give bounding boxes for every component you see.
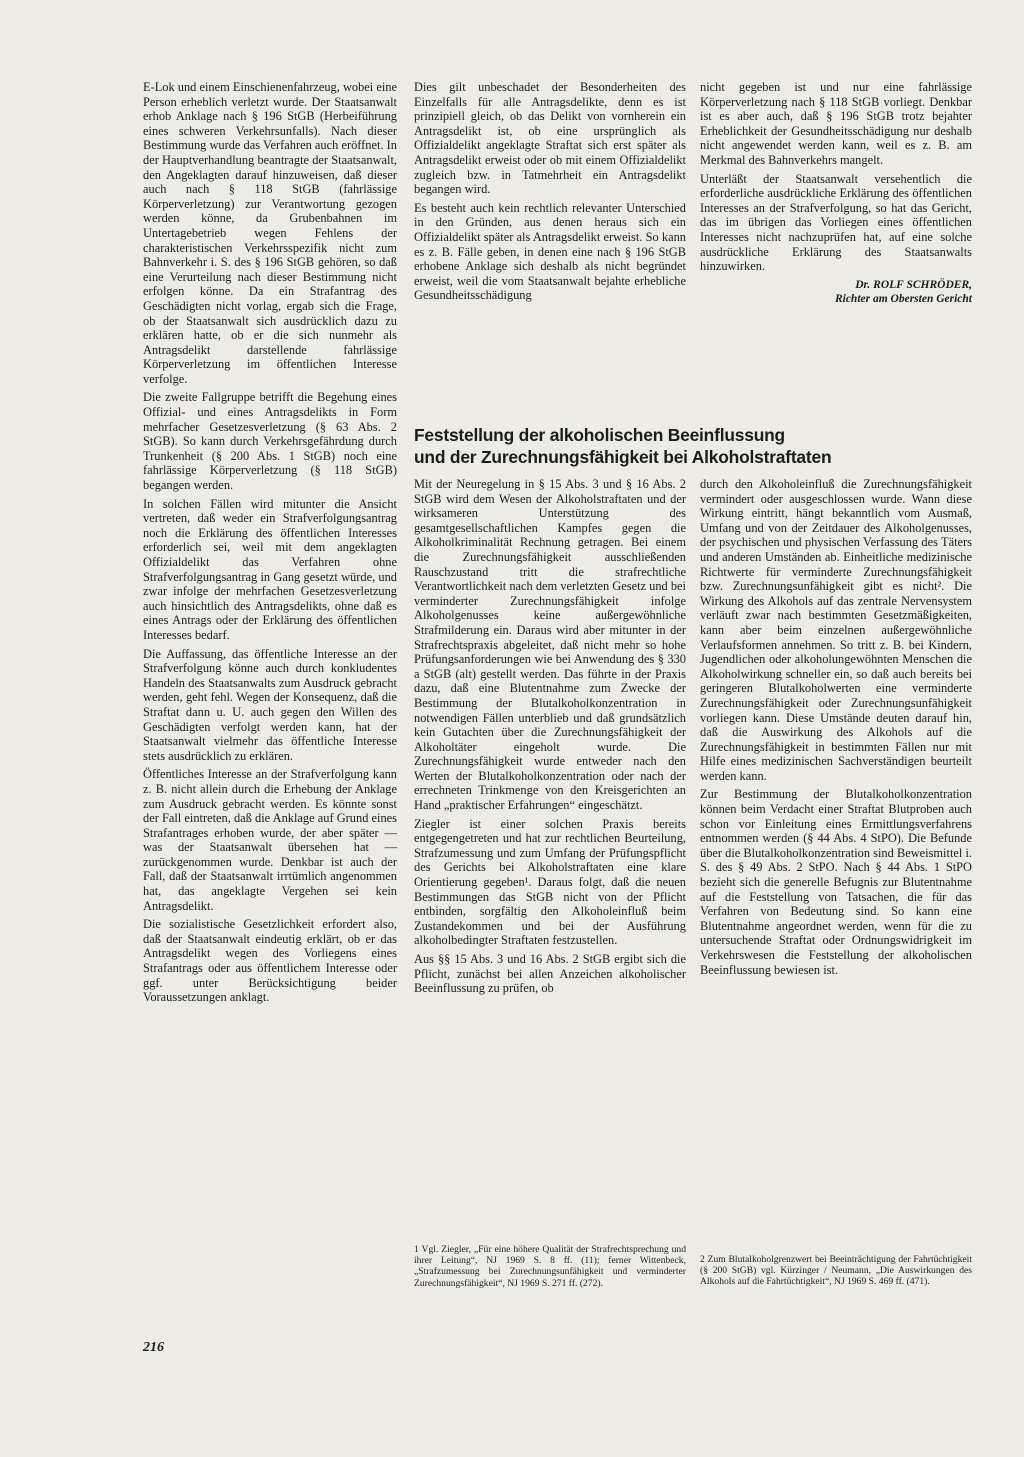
column-4 — [414, 477, 686, 1000]
paragraph: Die sozialistische Gesetzlichkeit erfordert also, daß der Staatsanwalt eindeutig erklärt, ob er das Antragsdelikt wegen des Vorliegens eines Strafantrags oder aus öffentlichem Interesse oder ggf. unter Berücksichtigung beider Voraussetzungen anklagt. — [143, 917, 397, 1005]
author-title: Richter am Obersten Gericht — [834, 292, 972, 305]
paragraph: nicht gegeben ist und nur eine fahrlässige Körperverletzung nach § 118 StGB vorliegt. Denkbar ist es aber auch, daß § 196 StGB trotz bejahter Erheblichkeit der Gesundheitsschädigung nur deshalb nicht angewendet werden kann, weil es z. B. am Merkmal des Bahnverkehrs mangelt. — [700, 80, 972, 167]
paragraph: E-Lok und einem Einschienenfahrzeug, wobei eine Person erheblich verletzt wurde. Der Staatsanwalt erhob Anklage nach § 196 StGB (Herbeiführung eines schweren Verkehrsunfalls). Nach dieser Bestimmung wurde das Verfahren auch eröffnet. In der Hauptverhandlung beantragte der Staatsanwalt, den Angeklagten darauf hinzuweisen, daß dieser auch nach § 118 StGB (fahrlässige Körperverletzung) zur Verantwortung gezogen werden könne, da Grubenbahnen im Untertagebetrieb wegen Fehlens der charakteristischen Verkehrsspezifik nicht zum Bahnverkehr i. S. des § 196 StGB gehören, so daß eine Verurteilung nach dieser Bestimmung nicht erfolgen könne. Da ein Strafantrag des Geschädigten nicht vorlag, ergab sich die Frage, ob der Staatsanwalt sich ausdrücklich dazu zu erklären hatte, ob er die sich nunmehr als Antragsdelikt darstellende fahrlässige Körperverletzung im öffentlichen Interesse verfolge. — [143, 80, 397, 386]
column-5 — [700, 477, 972, 981]
paragraph: durch den Alkoholeinfluß die Zurechnungsfähigkeit vermindert oder ausgeschlossen wurde. Wann diese Wirkung eintritt, hängt bekanntlich vom Ausmaß, Umfang und von der Zeitdauer des Alkoholgenusses, der psychischen und physischen Verfassung des Täters und anderen Umständen ab. Einheitliche medizinische Richtwerte für verminderte Zurechnungsfähigkeit bzw. Zurechnungsunfähigkeit gibt es nicht². Die Wirkung des Alkohols auf das zentrale Nervensystem verläuft zwar nach bestimmten Gesetzmäßigkeiten, kann aber beim einzelnen außergewöhnliche Verlaufsformen annehmen. So tritt z. B. bei Kindern, Jugendlichen oder alkoholungewöhnten Menschen die Alkoholwirkung schneller ein, so daß auch bereits bei geringeren Blutalkoholwerten eine verminderte Zurechnungsfähigkeit oder Zurechnungsunfähigkeit vorliegen kann. Diese Umstände deuten darauf hin, daß die Auswirkung des Alkohols auf die Zurechnungsfähigkeit in bestimmten Fällen nur mit Hilfe eines medizinischen Sachverständigen beurteilt werden kann. — [700, 477, 972, 783]
column-1 — [143, 80, 397, 1009]
page-number: 216 — [143, 1340, 164, 1355]
footnote-2: 2 Zum Blutalkoholgrenzwert bei Beeinträchtigung der Fahrtüchtigkeit (§ 200 StGB) vgl. Kürzinger / Neumann, „Die Auswirkungen des Alkohols auf die Fahrtüchtigkeit“, NJ 1969 S. 469 ff. (471). — [700, 1254, 972, 1288]
paragraph: Mit der Neuregelung in § 15 Abs. 3 und § 16 Abs. 2 StGB wird dem Wesen der Alkoholstraftaten und der wirksameren Unterstützung des gesamtgesellschaftlichen Kampfes gegen die Alkoholkriminalität Rechnung getragen. Bei einem die Zurechnungsfähigkeit ausschließenden Rauschzustand tritt die strafrechtliche Verantwortlichkeit nach dem verletzten Gesetz und bei verminderter Zurechnungsfähigkeit infolge Alkoholgenusses keine außergewöhnliche Strafmilderung ein. Daraus wird aber mitunter in der Strafrechtspraxis abgeleitet, daß nicht mehr so hohe Prüfungsanforderungen wie bei Anwendung des § 330 a StGB (alt) gestellt werden. Das führte in der Praxis dazu, daß eine Blutentnahme zum Zwecke der Bestimmung der Blutalkoholkonzentration in notwendigen Fällen unterblieb und daß grundsätzlich kein Gutachten über die Zurechnungsfähigkeit der Alkoholtäter eingeholt wurde. Die Zurechnungsfähigkeit wurde entweder nach den Werten der Blutalkoholkonzentration oder nach der errechneten Trinkmenge von den Kreisgerichten an Hand „praktischer Erfahrungen“ eingeschätzt. — [414, 477, 686, 813]
paragraph: Die zweite Fallgruppe betrifft die Begehung eines Offizial- und eines Antragsdelikts in Form mehrfacher Gesetzesverletzung (§ 63 Abs. 2 StGB). So kann durch Verkehrsgefährdung durch Trunkenheit (§ 200 Abs. 1 StGB) noch eine fahrlässige Körperverletzung (§ 118 StGB) begangen werden. — [143, 390, 397, 493]
paragraph: Zur Bestimmung der Blutalkoholkonzentration können beim Verdacht einer Straftat Blutproben auch schon vor Einleitung eines Ermittlungsverfahrens entnommen werden (§ 44 Abs. 4 StPO). Die Befunde über die Blutalkoholkonzentration sind Beweismittel i. S. des § 49 Abs. 2 StPO. Nach § 44 Abs. 1 StPO bezieht sich die generelle Befugnis zur Blutentnahme auf die Feststellung von Tatsachen, die für das Verfahren von Bedeutung sind. So kann eine Blutentnahme angeordnet werden, wenn für die zu untersuchende Straftat oder Ordnungswidrigkeit im Verkehrswesen die Feststellung der alkoholischen Beeinflussung bewiesen ist. — [700, 787, 972, 977]
paragraph: Unterläßt der Staatsanwalt versehentlich die erforderliche ausdrückliche Erklärung des öffentlichen Interesses an der Strafverfolgung, so hat das Gericht, das im übrigen das Vorliegen eines öffentlichen Interesses nicht nachzuprüfen hat, auf eine solche ausdrückliche Erklärung des Staatsanwalts hinzuwirken. — [700, 171, 972, 274]
author-signature — [700, 278, 972, 306]
paragraph: Aus §§ 15 Abs. 3 und 16 Abs. 2 StGB ergibt sich die Pflicht, zunächst bei allen Anzeichen alkoholischer Beeinflussung zu prüfen, ob — [414, 952, 686, 996]
section-heading — [414, 424, 974, 468]
paragraph: Die Auffassung, das öffentliche Interesse an der Strafverfolgung könne auch durch konkludentes Handeln des Staatsanwalts zum Ausdruck gebracht werden, geht fehl. Wegen der Konsequenz, daß die Straftat dann u. U. auch gegen den Willen des Geschädigten verfolgt werden kann, hat der Staatsanwalt vielmehr das öffentliche Interesse stets ausdrücklich zu erklären. — [143, 646, 397, 763]
paragraph: Öffentliches Interesse an der Strafverfolgung kann z. B. nicht allein durch die Erhebung der Anklage zum Ausdruck gebracht werden. Es könnte sonst der Fall eintreten, daß die Anklage auf Grund eines Strafantrages erhoben wurde, der aber später — was der Staatsanwalt übersehen hat — zurückgenommen wurde. Denkbar ist auch der Fall, daß der Staatsanwalt irrtümlich angenommen hat, das angeklagte Vergehen sei kein Antragsdelikt. — [143, 767, 397, 913]
column-2 — [414, 80, 686, 307]
paragraph: Dies gilt unbeschadet der Besonderheiten des Einzelfalls für alle Antragsdelikte, denn es ist prinzipiell gleich, ob das Delikt von vornherein ein Antragsdelikt ist, ob eine ursprünglich als Offizialdelikt angeklagte Straftat sich erst später als Antragsdelikt erweist oder ob mit einem Offizialdelikt zugleich bzw. in Tatmehrheit ein Antragsdelikt begangen wird. — [414, 80, 686, 197]
section-heading-line-2: und der Zurechnungsfähigkeit bei Alkoholstraftaten — [414, 447, 832, 467]
author-name: Dr. ROLF SCHRÖDER, — [855, 278, 972, 291]
section-heading-line-1: Feststellung der alkoholischen Beeinflussung — [414, 425, 785, 445]
footnote-1: 1 Vgl. Ziegler, „Für eine höhere Qualität der Strafrechtsprechung und ihrer Leitung“, NJ 1969 S. 8 ff. (11); ferner Wittenbeck, „Strafzumessung bei Zurechnungsunfähigkeit und verminderter Zurechnungsfähigkeit“, NJ 1969 S. 271 ff. (272). — [414, 1244, 686, 1289]
paragraph: In solchen Fällen wird mitunter die Ansicht vertreten, daß weder ein Strafverfolgungsantrag noch die Erklärung des öffentlichen Interesses erforderlich sei, weil mit dem angeklagten Offizialdelikt das Verfahren ohne Strafverfolgungsantrag in Gang gesetzt würde, und zwar infolge der mehrfachen Gesetzesverletzung auch hinsichtlich des Antragsdelikts, ohne daß es eines Antrags oder der Erklärung des öffentlichen Interesses bedarf. — [143, 496, 397, 642]
paragraph: Es besteht auch kein rechtlich relevanter Unterschied in den Gründen, aus denen heraus sich ein Offizialdelikt später als Antragsdelikt erweist. So kann es z. B. Fälle geben, in denen eine nach § 196 StGB erhobene Anklage sich deshalb als nicht begründet erweist, weil die vom Staatsanwalt bejahte erhebliche Gesundheitsschädigung — [414, 200, 686, 303]
paragraph: Ziegler ist einer solchen Praxis bereits entgegengetreten und hat zur rechtlichen Beurteilung, Strafzumessung und zum Umfang der Prüfungspflicht des Gerichts bei Alkoholstraftaten eine klare Orientierung gegeben¹. Daraus folgt, daß die neuen Bestimmungen das StGB nicht von der Pflicht entbinden, sorgfältig den Alkoholeinfluß beim Zustandekommen und bei der Ausführung alkoholbedingter Straftaten festzustellen. — [414, 816, 686, 948]
column-3 — [700, 80, 972, 306]
